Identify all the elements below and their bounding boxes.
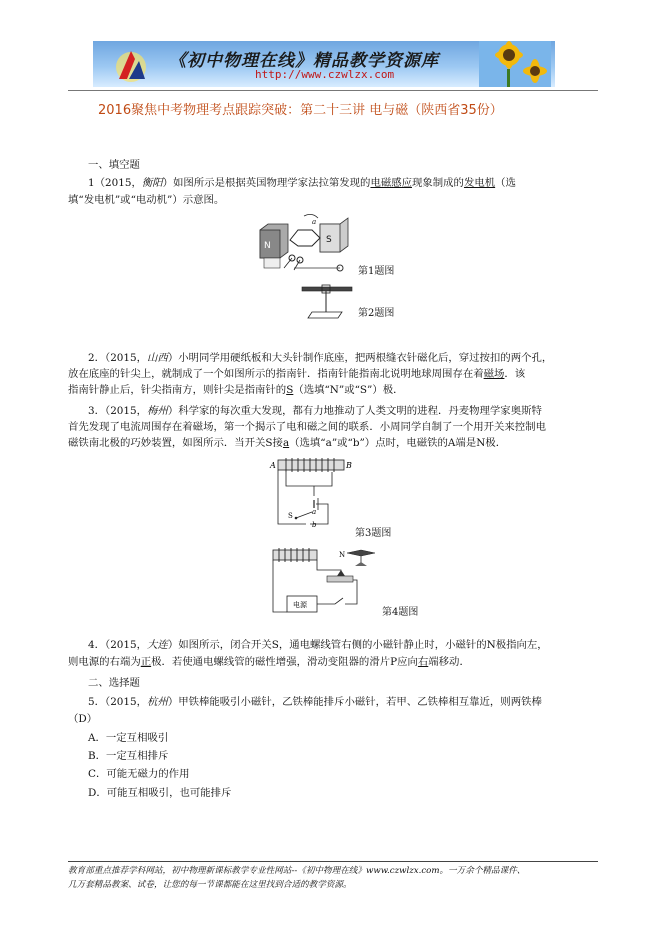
fig3-a-label: a	[312, 508, 317, 516]
banner-title: 《初中物理在线》精品教学资源库	[169, 51, 439, 71]
figure-1-generator	[254, 210, 354, 274]
figure-4-solenoid-circuit	[265, 540, 381, 620]
question-3-line-2: 首先发现了电流周围存在着磁场，第一个揭示了电和磁之间的联系．小周同学自制了一个用开关来控制电	[68, 421, 546, 433]
fig1-n-label: N	[264, 241, 271, 251]
page-title: 2016聚焦中考物理考点跟踪突破：第二十三讲 电与磁（陕西省35份）	[98, 103, 503, 118]
header-banner	[93, 41, 555, 87]
fig1-a-label: a	[312, 218, 317, 226]
q1-text1: ）如图所示是根据英国物理学家法拉第发现的	[162, 177, 371, 189]
q5-option-c: C．可能无磁力的作用	[88, 768, 190, 780]
header-divider	[68, 90, 598, 91]
figure-4-caption: 第4题图	[382, 607, 419, 618]
q1-source: 衡阳	[141, 177, 163, 189]
q5-option-d: D．可能互相吸引，也可能排斥	[88, 787, 232, 799]
section-fill-in-label: 一、填空题	[88, 159, 140, 171]
question-3-line-1: 3．（2015，梅州）科学家的每次重大发现，都有力地推动了人类文明的进程．丹麦物理学家奥斯特	[88, 405, 542, 417]
q1-text2: 现象制成的	[412, 177, 464, 189]
footer-divider	[68, 861, 598, 862]
site-logo-icon	[111, 45, 151, 85]
question-2-line-3: 指南针静止后，针尖指南方，则针尖是指南针的S（选填“N”或“S”）极．	[68, 384, 404, 396]
fig3-end-b: B	[346, 461, 352, 470]
q5-option-b: B．一定互相排斥	[88, 750, 169, 762]
fig3-end-a: A	[270, 461, 276, 470]
figure-2-caption: 第2题图	[358, 308, 395, 319]
question-2-line-1: 2．（2015，山西）小明同学用硬纸板和大头针制作底座，把两根缝衣针磁化后，穿过按扣的两个孔，	[88, 352, 553, 364]
fig3-s-label: S	[288, 512, 293, 520]
fig4-power-label: 电源	[293, 601, 307, 609]
figure-3-electromagnet	[266, 456, 354, 532]
q4-answer-1: 正	[140, 656, 152, 668]
question-1-line-1	[88, 176, 516, 191]
q2-answer-2: S	[286, 384, 294, 396]
q1-prefix: 1（2015，	[88, 177, 142, 189]
question-5-line-1: 5．（2015，杭州）甲铁棒能吸引小磁针，乙铁棒能排斥小磁针，若甲、乙铁棒相互靠近，则两铁棒	[88, 696, 542, 708]
figure-1-caption: 第1题图	[358, 266, 395, 277]
banner-url[interactable]: http://www.czwlzx.com	[255, 68, 395, 81]
figure-3-caption: 第3题图	[355, 528, 392, 539]
question-5-answer: （D）	[68, 713, 98, 725]
question-4-line-1: 4．（2015，大连）如图所示，闭合开关S，通电螺线管右侧的小磁针静止时，小磁针的N极指向左，	[88, 639, 548, 651]
q3-answer: a	[282, 437, 290, 449]
fig3-b-label: b	[312, 521, 317, 529]
question-1-line-2: 填“发电机”或“电动机”）示意图。	[68, 194, 225, 206]
section-choice-label: 二、选择题	[88, 677, 140, 689]
q5-option-a: A．一定互相吸引	[88, 732, 169, 744]
q4-answer-2: 右	[417, 656, 429, 668]
q1-text3: （选	[495, 177, 516, 189]
question-3-line-3: 磁铁南北极的巧妙装置，如图所示．当开关S接a（选填“a”或“b”）点时，电磁铁的A端是N极．	[68, 437, 507, 449]
question-2-line-2: 放在底座的针尖上，就制成了一个如图所示的指南针．指南针能指南北说明地球周围存在着磁场．该	[68, 368, 526, 380]
q2-answer-1: 磁场	[483, 368, 505, 380]
fig1-s-label: S	[326, 235, 332, 245]
question-4-line-2: 则电源的右端为正极．若使通电螺线管的磁性增强，滑动变阻器的滑片P应向右端移动．	[68, 656, 470, 668]
footer-line-2: 几万套精品教案、试卷，让您的每一节课都能在这里找到合适的教学资源。	[68, 880, 352, 890]
q1-answer-2: 发电机	[463, 177, 496, 189]
figure-2-compass	[298, 282, 356, 320]
sunflower-image-icon	[479, 41, 551, 87]
footer-line-1: 教育部重点推荐学科网站，初中物理新课标教学专业性网站--《初中物理在线》www.czwlzx.com。一万余个精品课件、	[68, 866, 526, 876]
fig4-n-label: N	[339, 551, 346, 559]
q1-answer-1: 电磁感应	[370, 177, 412, 189]
